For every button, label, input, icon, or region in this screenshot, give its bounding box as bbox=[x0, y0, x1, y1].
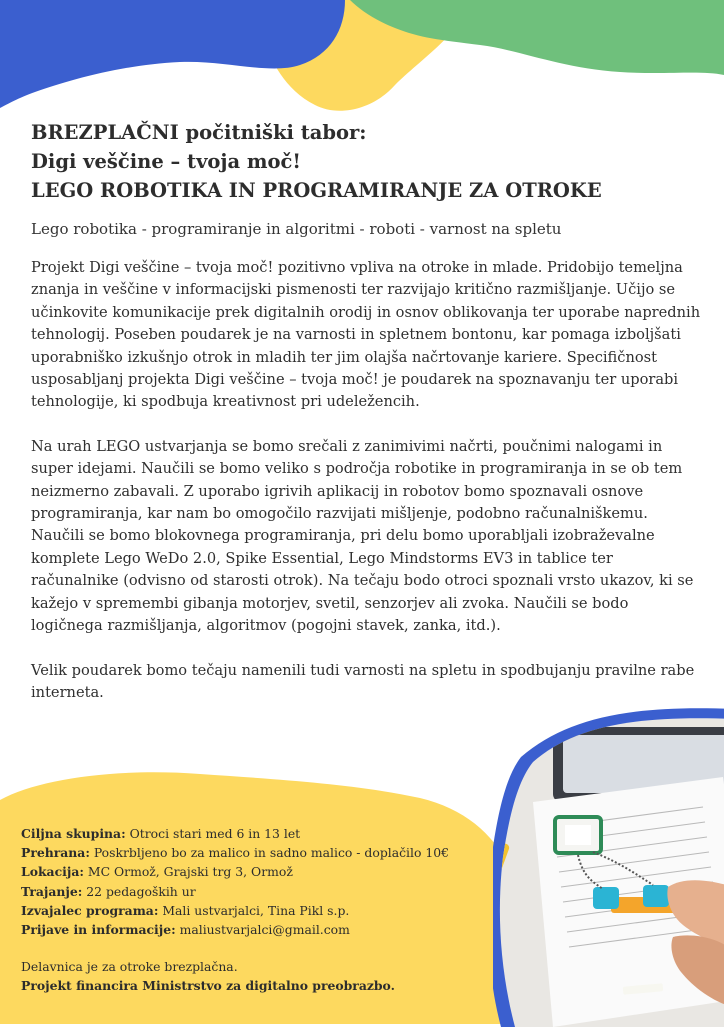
lego-sensor-cyan bbox=[593, 887, 619, 909]
main-content bbox=[31, 118, 701, 704]
info-label: Ciljna skupina: bbox=[21, 826, 126, 841]
lego-robotics-photo bbox=[493, 707, 724, 1027]
info-row-location bbox=[21, 862, 471, 881]
contact-email: maliustvarjalci@gmail.com bbox=[175, 922, 350, 938]
info-label: Prijave in informacije: bbox=[21, 922, 176, 938]
info-row-duration bbox=[21, 882, 471, 901]
title-line-2: Digi veščine – tvoja moč! bbox=[31, 150, 301, 173]
topics-subtitle: Lego robotika - programiranje in algoritmi - roboti - varnost na spletu bbox=[31, 220, 562, 238]
title-line-3: LEGO ROBOTIKA IN PROGRAMIRANJE ZA OTROKE bbox=[31, 179, 602, 202]
info-row-registration bbox=[21, 920, 471, 939]
info-value: 22 pedagoških ur bbox=[82, 883, 196, 899]
info-row-food bbox=[21, 843, 471, 862]
funding-note bbox=[21, 976, 471, 995]
title-line-1: BREZPLAČNI počitniški tabor: bbox=[31, 121, 367, 144]
paragraph-project: Projekt Digi veščine – tvoja moč! pozitivno vpliva na otroke in mlade. Pridobijo temeljna znanja in veščine v informacijski pismenosti ter razvijajo kritično razmišljanje. Učijo se učinkovite komunikacije prek digitalnih orodij in osnov oblikovanja ter uporabe naprednih tehnologij. Poseben poudarek je na varnosti in spletnem bontonu, kar pomaga izboljšati uporabniško izkušnjo otrok in mladih ter jim olajša načrtovanje kariere. Specifičnost usposabljanj projekta Digi veščine – tvoja moč! je poudarek na spoznavanju ter uporabi tehnologije, ki spodbuja kreativnost pri udeležencih. bbox=[31, 259, 701, 411]
paragraph-lego: Na urah LEGO ustvarjanja se bomo srečali z zanimivimi načrti, poučnimi nalogami in super idejami. Naučili se bomo veliko s področja robotike in programiranja in se ob tem neizmerno zabavali. Z uporabo igrivih aplikacij in robotov bomo spoznavali osnove programiranja, kar nam bo omogočilo razvijati mišljenje, podobno računalniškemu. Naučili se bomo blokovnega programiranja, pri delu bomo uporabljali izobraževalne komplete Lego WeDo 2.0, Spike Essential, Lego Mindstorms EV3 in tablice ter računalnike (odvisno od starosti otrok). Na tečaju bodo otroci spoznali vrsto ukazov, ki se kažejo v spremembi gibanja motorjev, svetil, senzorjev ali zvoka. Naučili se bodo logičnega razmišljanja, algoritmov (pogojni stavek, zanka, itd.). bbox=[31, 437, 694, 635]
free-note: Delavnica je za otroke brezplačna. bbox=[21, 959, 238, 975]
info-row-provider bbox=[21, 901, 471, 920]
blue-blob-top bbox=[0, 0, 345, 108]
info-value: Poskrbljeno bo za malico in sadno malico - doplačilo 10€ bbox=[89, 845, 450, 861]
info-label: Izvajalec programa: bbox=[21, 902, 159, 918]
info-value: Mali ustvarjalci, Tina Pikl s.p. bbox=[158, 902, 350, 918]
info-label: Lokacija: bbox=[21, 864, 84, 880]
info-row-target-group bbox=[21, 824, 471, 843]
info-label: Prehrana: bbox=[21, 845, 90, 861]
info-value: MC Ormož, Grajski trg 3, Ormož bbox=[83, 864, 293, 880]
info-value: Otroci stari med 6 in 13 let bbox=[125, 826, 301, 841]
info-block bbox=[21, 824, 471, 996]
info-label: Trajanje: bbox=[21, 883, 83, 899]
paragraph-safety: Velik poudarek bomo tečaju namenili tudi varnosti na spletu in spodbujanju pravilne rabe interneta. bbox=[31, 661, 695, 701]
funding-note-text: Projekt financira Ministrstvo za digitalno preobrazbo. bbox=[21, 978, 395, 994]
